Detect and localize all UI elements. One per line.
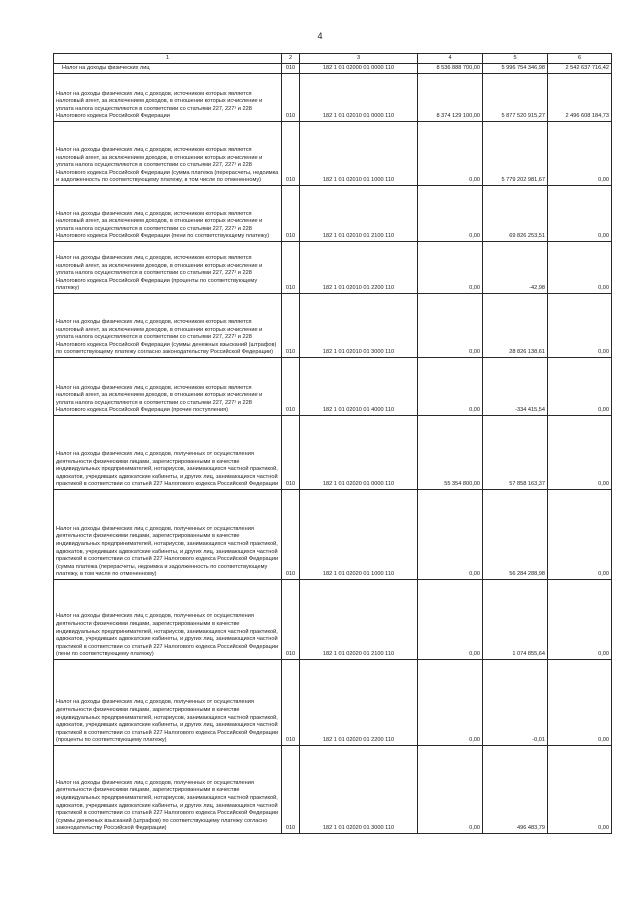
- row-line-code: 010: [282, 294, 300, 358]
- row-executed: 28 826 138,61: [483, 294, 548, 358]
- table-row: [54, 74, 612, 122]
- row-name-text: Налог на доходы физических лиц: [62, 65, 150, 72]
- row-budget-code: 182 1 01 02010 01 0000 110: [300, 74, 418, 122]
- table-row: [54, 660, 612, 746]
- row-executed: 5 877 520 915,27: [483, 74, 548, 122]
- header-col-2: 2: [282, 54, 300, 64]
- row-budget-code: 182 1 01 02010 01 3000 110: [300, 294, 418, 358]
- table-row: [54, 122, 612, 186]
- row-name: Налог на доходы физических лиц с доходов, источником которых является налоговый агент, за исключением доходов, в отношении которых исчисление и уплата налога осуществляются в соответствии со статьями 227, 227¹ и 228 Налогового кодекса Российской Федерации (проценты по соответствующему платежу): [54, 242, 282, 294]
- row-unexecuted: 0,00: [548, 122, 612, 186]
- header-col-1: 1: [54, 54, 282, 64]
- row-unexecuted: 0,00: [548, 660, 612, 746]
- row-budget-code: 182 1 01 02020 01 0000 110: [300, 416, 418, 490]
- row-name: [54, 64, 282, 74]
- row-unexecuted: 2 496 608 184,73: [548, 74, 612, 122]
- row-line-code: 010: [282, 746, 300, 834]
- row-unexecuted: 0,00: [548, 242, 612, 294]
- row-unexecuted: 0,00: [548, 358, 612, 416]
- row-line-code: 010: [282, 358, 300, 416]
- row-budget-code: 182 1 01 02010 01 2200 110: [300, 242, 418, 294]
- row-unexecuted: 0,00: [548, 490, 612, 580]
- table-row: [54, 490, 612, 580]
- row-budget-code: 182 1 01 02020 01 2100 110: [300, 580, 418, 660]
- table-row: [54, 186, 612, 242]
- row-executed: -334 415,54: [483, 358, 548, 416]
- row-executed: 1 074 855,64: [483, 580, 548, 660]
- row-line-code: 010: [282, 660, 300, 746]
- row-line-code: 010: [282, 580, 300, 660]
- row-approved: 0,00: [418, 186, 483, 242]
- row-name: Налог на доходы физических лиц с доходов, источником которых является налоговый агент, за исключением доходов, в отношении которых исчисление и уплата налога осуществляются в соответствии со статьями 227, 227¹ и 228 Налогового кодекса Российской Федерации (суммы денежных взысканий (штрафов) по соответствующему платежу согласно законодательству Российской Федерации): [54, 294, 282, 358]
- row-unexecuted: 0,00: [548, 186, 612, 242]
- row-line-code: 010: [282, 186, 300, 242]
- row-unexecuted: 0,00: [548, 416, 612, 490]
- row-name: Налог на доходы физических лиц с доходов, полученных от осуществления деятельности физическими лицами, зарегистрированными в качестве индивидуальных предпринимателей, нотариусов, занимающихся частной практикой, адвокатов, учредивших адвокатские кабинеты, и других лиц, занимающихся частной практикой в соответствии со статьей 227 Налогового кодекса Российской Федерации (пени по соответствующему платежу): [54, 580, 282, 660]
- row-line-code: 010: [282, 490, 300, 580]
- row-approved: 0,00: [418, 746, 483, 834]
- budget-income-table: [53, 53, 612, 834]
- row-executed: 57 858 163,37: [483, 416, 548, 490]
- row-budget-code: 182 1 01 02020 01 3000 110: [300, 746, 418, 834]
- row-name: Налог на доходы физических лиц с доходов, источником которых является налоговый агент, за исключением доходов, в отношении которых исчисление и уплата налога осуществляются в соответствии со статьями 227, 227¹ и 228 Налогового кодекса Российской Федерации (сумма платежа (перерасчеты, недоимка и задолженность по соответствующему платежу, в том числе по отмененному): [54, 122, 282, 186]
- row-approved: 0,00: [418, 242, 483, 294]
- row-name: Налог на доходы физических лиц с доходов, полученных от осуществления деятельности физическими лицами, зарегистрированными в качестве индивидуальных предпринимателей, нотариусов, занимающихся частной практикой, адвокатов, учредивших адвокатские кабинеты, и других лиц, занимающихся частной практикой в соответствии со статьей 227 Налогового кодекса Российской Федерации: [54, 416, 282, 490]
- row-budget-code: 182 1 01 02010 01 4000 110: [300, 358, 418, 416]
- row-approved: 0,00: [418, 580, 483, 660]
- row-budget-code: 182 1 01 02020 01 2200 110: [300, 660, 418, 746]
- row-name: Налог на доходы физических лиц с доходов, полученных от осуществления деятельности физическими лицами, зарегистрированными в качестве индивидуальных предпринимателей, нотариусов, занимающихся частной практикой, адвокатов, учредивших адвокатские кабинеты, и других лиц, занимающихся частной практикой в соответствии со статьей 227 Налогового кодекса Российской Федерации (проценты по соответствующему платежу): [54, 660, 282, 746]
- row-line-code: 010: [282, 242, 300, 294]
- row-executed: -0,01: [483, 660, 548, 746]
- row-name: Налог на доходы физических лиц с доходов, полученных от осуществления деятельности физическими лицами, зарегистрированными в качестве индивидуальных предпринимателей, нотариусов, занимающихся частной практикой, адвокатов, учредивших адвокатские кабинеты, и других лиц, занимающихся частной практикой в соответствии со статьей 227 Налогового кодекса Российской Федерации (сумма платежа (перерасчеты, недоимка и задолженность по соответствующему платежу, в том числе по отмененному): [54, 490, 282, 580]
- row-unexecuted: 0,00: [548, 746, 612, 834]
- table-row: [54, 580, 612, 660]
- row-executed: 5 996 754 346,98: [483, 64, 548, 74]
- row-executed: 69 826 253,51: [483, 186, 548, 242]
- row-budget-code: 182 1 01 02020 01 1000 110: [300, 490, 418, 580]
- row-executed: 56 284 288,98: [483, 490, 548, 580]
- table-header-row: [54, 54, 612, 64]
- row-name: Налог на доходы физических лиц с доходов, источником которых является налоговый агент, за исключением доходов, в отношении которых исчисление и уплата налога осуществляются в соответствии со статьями 227, 227¹ и 228 Налогового кодекса Российской Федерации (пени по соответствующему платежу): [54, 186, 282, 242]
- table-row: [54, 64, 612, 74]
- table-row: [54, 242, 612, 294]
- row-approved: 0,00: [418, 490, 483, 580]
- row-unexecuted: 0,00: [548, 294, 612, 358]
- row-name: Налог на доходы физических лиц с доходов, источником которых является налоговый агент, за исключением доходов, в отношении которых исчисление и уплата налога осуществляются в соответствии со статьями 227, 227¹ и 228 Налогового кодекса Российской Федерации: [54, 74, 282, 122]
- row-unexecuted: 0,00: [548, 580, 612, 660]
- row-approved: 0,00: [418, 358, 483, 416]
- header-col-3: 3: [300, 54, 418, 64]
- table-row: [54, 294, 612, 358]
- row-budget-code: 182 1 01 02010 01 1000 110: [300, 122, 418, 186]
- header-col-5: 5: [483, 54, 548, 64]
- row-executed: 5 779 202 981,67: [483, 122, 548, 186]
- header-col-6: 6: [548, 54, 612, 64]
- row-name: Налог на доходы физических лиц с доходов, источником которых является налоговый агент, за исключением доходов, в отношении которых исчисление и уплата налога осуществляются в соответствии со статьями 227, 227¹ и 228 Налогового кодекса Российской Федерации (прочие поступления): [54, 358, 282, 416]
- row-unexecuted: 2 542 637 716,42: [548, 64, 612, 74]
- row-executed: -42,98: [483, 242, 548, 294]
- row-line-code: 010: [282, 122, 300, 186]
- row-line-code: 010: [282, 74, 300, 122]
- row-line-code: 010: [282, 64, 300, 74]
- row-approved: 8 374 129 100,00: [418, 74, 483, 122]
- row-approved: 55 354 800,00: [418, 416, 483, 490]
- row-budget-code: 182 1 01 02010 01 2100 110: [300, 186, 418, 242]
- row-budget-code: 182 1 01 02000 01 0000 110: [300, 64, 418, 74]
- row-approved: 0,00: [418, 660, 483, 746]
- header-col-4: 4: [418, 54, 483, 64]
- table-row: [54, 358, 612, 416]
- row-approved: 0,00: [418, 122, 483, 186]
- row-line-code: 010: [282, 416, 300, 490]
- table-body: [54, 64, 612, 834]
- row-name: Налог на доходы физических лиц с доходов, полученных от осуществления деятельности физическими лицами, зарегистрированными в качестве индивидуальных предпринимателей, нотариусов, занимающихся частной практикой, адвокатов, учредивших адвокатские кабинеты, и других лиц, занимающихся частной практикой в соответствии со статьей 227 Налогового кодекса Российской Федерации (суммы денежных взысканий (штрафов) по соответствующему платежу согласно законодательству Российской Федерации): [54, 746, 282, 834]
- row-approved: 0,00: [418, 294, 483, 358]
- row-executed: 496 483,79: [483, 746, 548, 834]
- page-number: 4: [317, 31, 323, 41]
- table-row: [54, 416, 612, 490]
- row-approved: 8 536 888 700,00: [418, 64, 483, 74]
- table-row: [54, 746, 612, 834]
